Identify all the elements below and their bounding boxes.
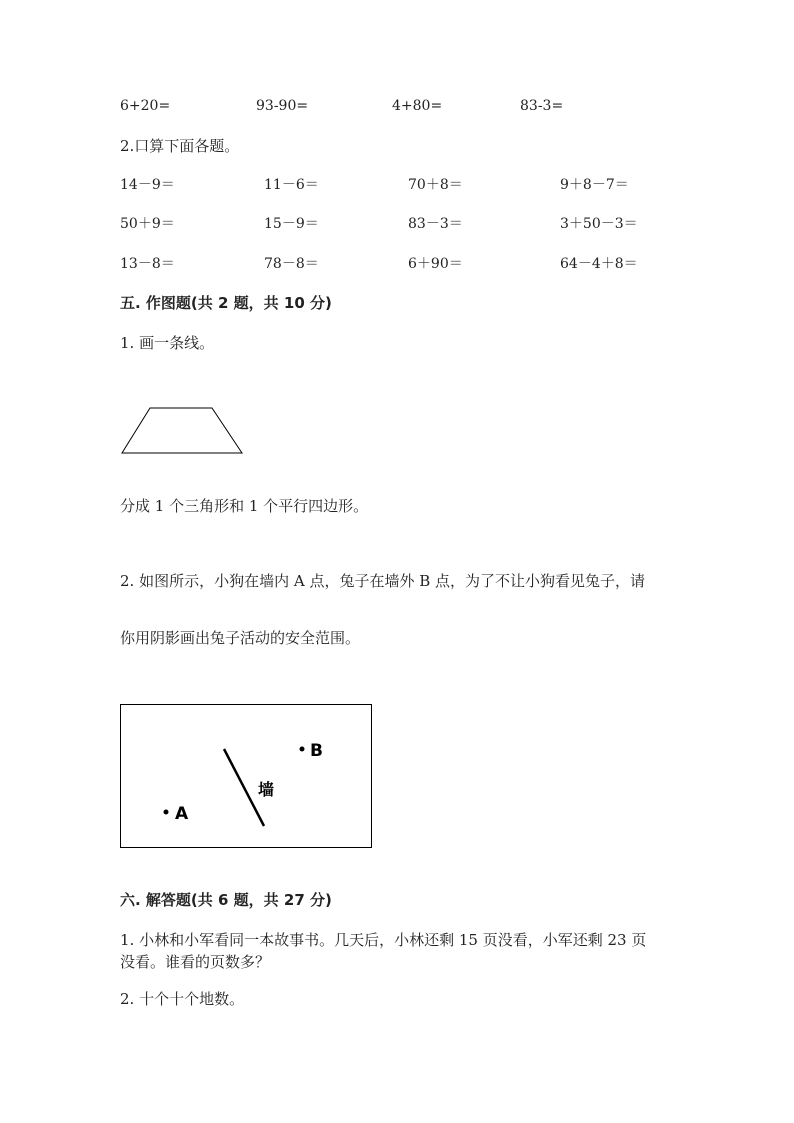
grid-cell: 14－9＝ bbox=[120, 177, 175, 193]
grid-cell: 11－6＝ bbox=[264, 177, 319, 193]
top-row-item-1: 6+20= bbox=[120, 98, 171, 114]
section5-q2-line1: 2. 如图所示，小狗在墙内 A 点，兔子在墙外 B 点，为了不让小狗看见兔子，请 bbox=[120, 572, 646, 590]
point-b-dot bbox=[300, 747, 305, 752]
grid-cell: 9＋8－7＝ bbox=[560, 177, 629, 193]
grid-cell: 13－8＝ bbox=[120, 256, 175, 272]
grid-cell: 83－3＝ bbox=[408, 216, 463, 232]
point-a-label: A bbox=[175, 804, 189, 824]
grid-cell: 78－8＝ bbox=[264, 256, 319, 272]
section5-title: 五. 作图题(共 2 题，共 10 分) bbox=[120, 294, 332, 312]
grid-cell: 6＋90＝ bbox=[408, 256, 463, 272]
wall-figure bbox=[120, 704, 372, 848]
section5-q1-caption: 分成 1 个三角形和 1 个平行四边形。 bbox=[120, 497, 369, 515]
grid-cell: 3＋50－3＝ bbox=[560, 216, 638, 232]
section6-title: 六. 解答题(共 6 题，共 27 分) bbox=[120, 891, 332, 909]
section6-q1-line2: 没看。谁看的页数多？ bbox=[120, 953, 271, 971]
trapezoid-figure bbox=[118, 404, 248, 458]
section6-q2-title: 2. 十个十个地数。 bbox=[120, 990, 245, 1008]
grid-cell: 15－9＝ bbox=[264, 216, 319, 232]
q2-title: 2.口算下面各题。 bbox=[120, 137, 240, 155]
grid-cell: 50＋9＝ bbox=[120, 216, 175, 232]
point-a-dot bbox=[164, 810, 169, 815]
section5-q2-line2: 你用阴影画出兔子活动的安全范围。 bbox=[120, 629, 361, 647]
grid-cell: 70＋8＝ bbox=[408, 177, 463, 193]
point-b-label: B bbox=[310, 741, 323, 761]
grid-cell: 64－4＋8＝ bbox=[560, 256, 638, 272]
wall-label: 墙 bbox=[258, 780, 275, 799]
section6-q1-line1: 1. 小林和小军看同一本故事书。几天后，小林还剩 15 页没看，小军还剩 23 页 bbox=[120, 931, 647, 949]
trapezoid-shape bbox=[122, 408, 242, 453]
top-row-item-4: 83-3= bbox=[520, 98, 564, 114]
top-row-item-2: 93-90= bbox=[256, 98, 309, 114]
top-row-item-3: 4+80= bbox=[392, 98, 443, 114]
section5-q1-title: 1. 画一条线。 bbox=[120, 334, 215, 352]
